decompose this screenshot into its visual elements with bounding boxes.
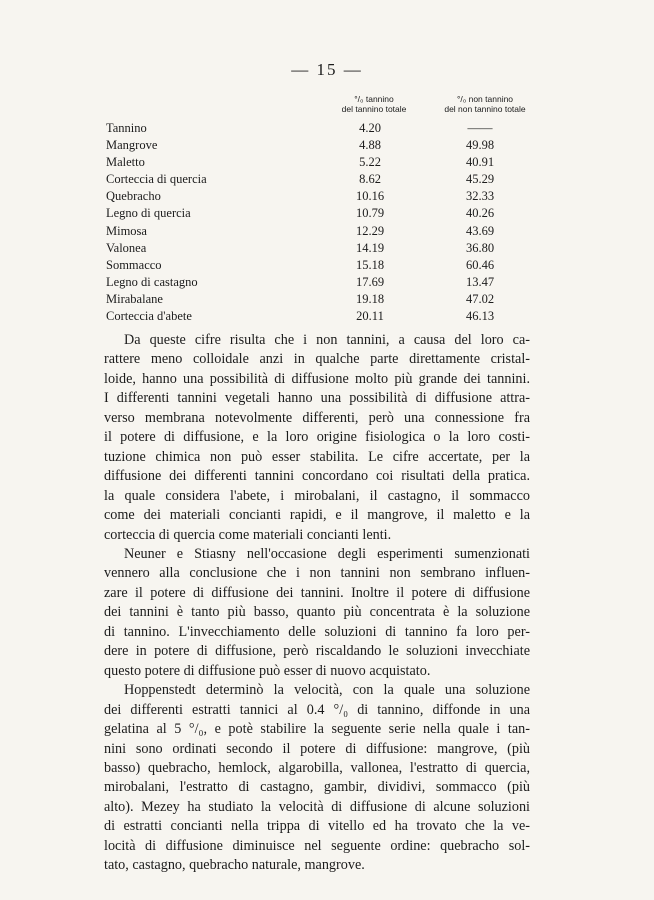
row-non-tannino: 45.29 [465, 172, 495, 187]
paragraph-line: dei differenti estratti tannici al 0.4 °/₀ di tannino, diffonde in una [104, 701, 530, 718]
table-row [106, 205, 546, 222]
paragraph-line: nini sono ordinati secondo il potere di diffusione: mangrove, (più [104, 740, 530, 757]
row-non-tannino: 36.80 [465, 240, 495, 255]
row-name: Maletto [106, 155, 145, 170]
paragraph-line: I differenti tannini vegetali hanno una possibilità di diffusione attra- [104, 390, 530, 407]
header-non-tannino-line2: del non tannino totale [444, 104, 526, 114]
table-body [106, 120, 546, 325]
paragraph-line: Hoppenstedt determinò la velocità, con la quale una soluzione [124, 682, 530, 699]
row-tannino: 15.18 [355, 257, 385, 272]
paragraph-line: mirobalani, l'estratto di castagno, gambir, dividivi, sommacco (più [104, 779, 530, 796]
paragraph-line: vennero alla conclusione che i non tannini non sembrano influen- [104, 565, 530, 582]
paragraph-line: la quale considera l'abete, i mirobalani, il castagno, il sommacco [104, 487, 530, 504]
paragraph-line: dei tannini è tanto più basso, quanto più concentrata è la soluzione [104, 604, 530, 621]
header-tannino-line2: del tannino totale [341, 104, 407, 114]
paragraph-line: Da queste cifre risulta che i non tannini, a causa del loro ca- [124, 332, 530, 348]
table-header [106, 94, 546, 120]
row-non-tannino: 49.98 [465, 138, 495, 153]
paragraph-line: corteccia di quercia come materiali concianti lenti. [104, 526, 392, 543]
header-non-tannino-line1: °/₀ non tannino [456, 94, 514, 104]
paragraph-line: gelatina al 5 °/₀, e potè stabilire la seguente serie nella quale i tan- [104, 721, 530, 738]
paragraph-line: rattere meno colloidale anzi in qualche parte direttamente cristal- [104, 351, 530, 368]
row-non-tannino: 43.69 [465, 223, 495, 238]
table-row [106, 137, 546, 154]
row-non-tannino: —— [467, 121, 493, 135]
paragraph-line: dere in potere di diffusione, però riscaldando le soluzioni invecchiate [104, 643, 530, 660]
row-non-tannino: 40.26 [465, 206, 495, 221]
row-tannino: 20.11 [356, 309, 384, 324]
paragraph [104, 681, 530, 876]
body-text [104, 331, 530, 876]
table-row [106, 291, 546, 308]
row-name: Legno di quercia [106, 206, 191, 221]
table-row [106, 274, 546, 291]
row-non-tannino: 60.46 [465, 257, 495, 272]
row-name: Tannino [106, 121, 147, 135]
header-non-tannino [430, 94, 540, 114]
row-non-tannino: 47.02 [465, 291, 495, 306]
paragraph-line: loide, hanno una possibilità di diffusione molto più grande dei tannini. [104, 370, 530, 387]
paragraph-line: di tannino. L'invecchiamento delle soluzioni di tannino fa loro per- [104, 623, 530, 640]
row-name: Legno di castagno [106, 274, 198, 289]
row-tannino: 5.22 [359, 155, 381, 170]
table-row [106, 257, 546, 274]
paragraph-line: il potere di diffusione, e la loro origine fisiologica o la loro costi- [104, 429, 530, 446]
row-non-tannino: 46.13 [465, 309, 495, 324]
table-row [106, 120, 546, 137]
diffusion-table [106, 94, 546, 325]
table-row [106, 154, 546, 171]
page-number: — 15 — [291, 60, 363, 79]
row-tannino: 14.19 [355, 240, 385, 255]
paragraph-line: basso) quebracho, hemlock, algarobilla, vallonea, l'estratto di quercia, [104, 759, 530, 776]
row-name: Corteccia di quercia [106, 172, 207, 187]
row-tannino: 10.79 [355, 206, 385, 221]
row-tannino: 17.69 [355, 274, 385, 289]
row-tannino: 4.20 [359, 121, 381, 135]
paragraph-line: locità di diffusione diminuisce nel seguente ordine: quebracho sol- [104, 837, 530, 854]
paragraph-line: di estratti concianti nella trippa di vitello ed ha trovato che la ve- [104, 818, 530, 835]
paragraph-line: tuzione chimica non può esser stabilita. Le cifre accertate, per la [104, 448, 530, 465]
paragraph-line: zare il potere di diffusione dei tannini. Inoltre il potere di diffusione [104, 584, 530, 601]
table-row [106, 308, 546, 325]
row-name: Mirabalane [106, 291, 163, 306]
paragraph-line: verso membrana notevolmente differenti, però una connessione fra [104, 409, 530, 426]
row-name: Corteccia d'abete [106, 309, 192, 324]
row-name: Quebracho [106, 189, 161, 204]
header-tannino-line1: °/₀ tannino [354, 94, 394, 104]
row-tannino: 4.88 [359, 138, 381, 153]
table-row [106, 188, 546, 205]
paragraph-line: tato, castagno, quebracho naturale, mangrove. [104, 857, 365, 874]
row-non-tannino: 40.91 [465, 155, 495, 170]
paragraph [104, 545, 530, 681]
row-tannino: 10.16 [355, 189, 385, 204]
paragraph-line: questo potere di diffusione può esser di nuovo acquistato. [104, 662, 431, 679]
row-name: Mimosa [106, 223, 147, 238]
paragraph-line: Neuner e Stiasny nell'occasione degli esperimenti sumenzionati [124, 545, 530, 562]
header-tannino [334, 94, 414, 114]
row-name: Valonea [106, 240, 147, 255]
row-non-tannino: 13.47 [465, 274, 495, 289]
table-row [106, 171, 546, 188]
row-name: Mangrove [106, 138, 158, 153]
paragraph [104, 331, 530, 545]
row-tannino: 12.29 [355, 223, 385, 238]
row-non-tannino: 32.33 [465, 189, 495, 204]
row-tannino: 8.62 [359, 172, 381, 187]
row-name: Sommacco [106, 257, 162, 272]
table-row [106, 223, 546, 240]
paragraph-line: diffusione dei differenti tannini concordano coi risultati della pratica. [104, 468, 530, 485]
paragraph-line: alto). Mezey ha studiato la velocità di diffusione di alcune soluzioni [104, 798, 530, 815]
table-row [106, 240, 546, 257]
row-tannino: 19.18 [355, 291, 385, 306]
paragraph-line: come dei materiali concianti rapidi, e il mangrove, il maletto e la [104, 507, 530, 524]
